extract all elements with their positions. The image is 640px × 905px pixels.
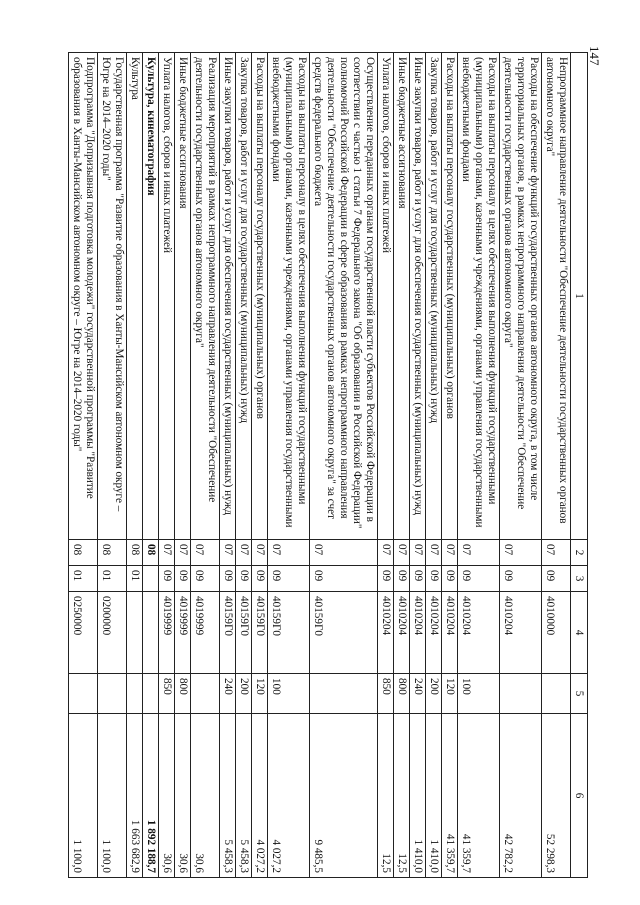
rotated-table-wrapper	[71, 52, 588, 877]
row-expense-type	[500, 674, 542, 714]
row-subsection: 01	[98, 566, 127, 592]
row-expense-type	[143, 674, 159, 714]
row-target-code: 4010204	[378, 592, 394, 674]
row-amount: 4 027,2	[252, 714, 268, 878]
row-amount: 1 100,0	[98, 714, 127, 878]
row-subsection: 01	[127, 566, 143, 592]
row-amount: 1 410,0	[426, 714, 442, 878]
row-name: Подпрограмма "Допризывная подготовка молодежи" государственной программы "Развитие образования в Ханты-Мансийском автономном округе – Югре на 2014–2020 годы"	[69, 53, 98, 540]
table-row	[191, 53, 220, 878]
row-name: Культура	[127, 53, 143, 540]
table-row	[220, 53, 236, 878]
row-amount: 30,6	[159, 714, 175, 878]
table-row	[175, 53, 191, 878]
row-amount: 5 458,3	[236, 714, 252, 878]
header-expense-type: 5	[571, 674, 588, 714]
table-row	[159, 53, 175, 878]
row-expense-type: 120	[442, 674, 458, 714]
row-name: Уплата налогов, сборов и иных платежей	[378, 53, 394, 540]
row-subsection: 09	[310, 566, 378, 592]
row-target-code: 40159Г0	[252, 592, 268, 674]
row-name: Иные бюджетные ассигнования	[394, 53, 410, 540]
row-target-code: 40159Г0	[310, 592, 378, 674]
row-section: 07	[500, 540, 542, 566]
row-target-code: 4010204	[426, 592, 442, 674]
row-amount: 30,6	[191, 714, 220, 878]
row-section: 07	[458, 540, 500, 566]
row-section: 07	[268, 540, 310, 566]
row-section: 08	[143, 540, 159, 566]
page-number: 147	[587, 46, 602, 66]
row-amount: 1 410,0	[410, 714, 426, 878]
row-name: Уплата налогов, сборов и иных платежей	[159, 53, 175, 540]
row-name: Государственная программа "Развитие образования в Ханты-Мансийском автономном округе – Югре на 2014–2020 годы"	[98, 53, 127, 540]
row-section: 07	[410, 540, 426, 566]
header-amount: 6	[571, 714, 588, 878]
row-subsection: 09	[175, 566, 191, 592]
row-amount: 41 359,7	[458, 714, 500, 878]
row-expense-type: 850	[159, 674, 175, 714]
row-amount: 52 298,3	[542, 714, 571, 878]
row-subsection	[143, 566, 159, 592]
row-expense-type	[127, 674, 143, 714]
header-subsection: 3	[571, 566, 588, 592]
row-subsection: 09	[426, 566, 442, 592]
table-row	[69, 53, 98, 878]
row-expense-type	[191, 674, 220, 714]
row-expense-type	[98, 674, 127, 714]
row-expense-type: 120	[252, 674, 268, 714]
row-target-code: 4010204	[410, 592, 426, 674]
row-expense-type: 200	[236, 674, 252, 714]
row-subsection: 09	[378, 566, 394, 592]
table-row	[458, 53, 500, 878]
table-row	[442, 53, 458, 878]
row-target-code: 0200000	[98, 592, 127, 674]
row-section: 07	[159, 540, 175, 566]
row-section: 08	[69, 540, 98, 566]
row-amount: 12,5	[378, 714, 394, 878]
table-row	[143, 53, 159, 878]
row-name: Культура, кинематография	[143, 53, 159, 540]
row-target-code: 4010204	[500, 592, 542, 674]
row-expense-type	[542, 674, 571, 714]
row-section: 07	[442, 540, 458, 566]
row-amount: 9 485,5	[310, 714, 378, 878]
row-target-code: 4019999	[159, 592, 175, 674]
row-name: Иные бюджетные ассигнования	[175, 53, 191, 540]
row-target-code: 4019999	[175, 592, 191, 674]
row-amount: 42 782,2	[500, 714, 542, 878]
row-name: Расходы на обеспечение функций государственных органов автономного округа, в том числе территориальных органов, в рамках непрограммного направления деятельности "Обеспечение деятельности государственных органов автономного округа"	[500, 53, 542, 540]
row-target-code: 4010000	[542, 592, 571, 674]
table-body	[69, 53, 571, 878]
header-target-code: 4	[571, 592, 588, 674]
row-subsection: 09	[410, 566, 426, 592]
table-row	[410, 53, 426, 878]
row-name: Осуществление переданных органам государственной власти субъектов Российской Федерации в соответствии с частью 1 статьи 7 Федерального закона "Об образовании в Российской Федерации" полномочий Российской Федерации в сфере образования в рамках непрограммного направления деятельности "Обеспечение деятельности государственных органов автономного округа" за счет средств федерального бюджета	[310, 53, 378, 540]
row-target-code: 40159Г0	[268, 592, 310, 674]
row-subsection: 09	[442, 566, 458, 592]
row-section: 07	[220, 540, 236, 566]
row-subsection: 09	[236, 566, 252, 592]
table-row	[268, 53, 310, 878]
row-subsection: 01	[69, 566, 98, 592]
row-section: 07	[236, 540, 252, 566]
row-subsection: 09	[268, 566, 310, 592]
row-name: Непрограммное направление деятельности "Обеспечение деятельности государственных органов автономного округа"	[542, 53, 571, 540]
row-amount: 4 027,2	[268, 714, 310, 878]
table-row	[310, 53, 378, 878]
row-expense-type: 800	[175, 674, 191, 714]
row-section: 08	[98, 540, 127, 566]
table-row	[98, 53, 127, 878]
row-subsection: 09	[220, 566, 236, 592]
table-row	[127, 53, 143, 878]
row-amount: 1 663 682,9	[127, 714, 143, 878]
row-amount: 12,5	[394, 714, 410, 878]
row-name: Расходы на выплаты персоналу государственных (муниципальных) органов	[252, 53, 268, 540]
row-target-code: 4019999	[191, 592, 220, 674]
row-target-code	[127, 592, 143, 674]
table-row	[426, 53, 442, 878]
row-subsection: 09	[458, 566, 500, 592]
row-section: 07	[191, 540, 220, 566]
table-row	[252, 53, 268, 878]
row-target-code: 0250000	[69, 592, 98, 674]
row-target-code: 4010204	[394, 592, 410, 674]
row-expense-type: 240	[410, 674, 426, 714]
row-name: Закупка товаров, работ и услуг для государственных (муниципальных) нужд	[426, 53, 442, 540]
header-name: 1	[571, 53, 588, 540]
row-name: Закупка товаров, работ и услуг для государственных (муниципальных) нужд	[236, 53, 252, 540]
table-row	[378, 53, 394, 878]
row-expense-type	[69, 674, 98, 714]
row-name: Реализация мероприятий в рамках непрограммного направления деятельности "Обеспечение деятельности государственных органов автономного округа"	[191, 53, 220, 540]
table-row	[542, 53, 571, 878]
row-amount: 5 458,3	[220, 714, 236, 878]
row-target-code: 4010204	[458, 592, 500, 674]
row-expense-type	[310, 674, 378, 714]
header-section: 2	[571, 540, 588, 566]
row-section: 07	[378, 540, 394, 566]
row-target-code: 4010204	[442, 592, 458, 674]
row-amount: 1 892 188,7	[143, 714, 159, 878]
row-expense-type: 850	[378, 674, 394, 714]
row-expense-type: 100	[268, 674, 310, 714]
row-subsection: 09	[542, 566, 571, 592]
row-section: 07	[394, 540, 410, 566]
table-row	[394, 53, 410, 878]
row-name: Расходы на выплаты персоналу в целях обеспечения выполнения функций государственными (муниципальными) органами, казенными учреждениями, органами управления государственными внебюджетными фондами	[458, 53, 500, 540]
row-subsection: 09	[191, 566, 220, 592]
row-section: 07	[426, 540, 442, 566]
row-section: 07	[175, 540, 191, 566]
table-row	[500, 53, 542, 878]
table-header-row	[571, 53, 588, 878]
row-expense-type: 240	[220, 674, 236, 714]
row-section: 07	[252, 540, 268, 566]
row-name: Иные закупки товаров, работ и услуг для обеспечения государственных (муниципальных) нужд	[410, 53, 426, 540]
row-name: Расходы на выплаты персоналу государственных (муниципальных) органов	[442, 53, 458, 540]
row-subsection: 09	[252, 566, 268, 592]
row-expense-type: 200	[426, 674, 442, 714]
row-subsection: 09	[159, 566, 175, 592]
row-subsection: 09	[394, 566, 410, 592]
row-name: Расходы на выплаты персоналу в целях обеспечения выполнения функций государственными (муниципальными) органами, казенными учреждениями, органами управления государственными внебюджетными фондами	[268, 53, 310, 540]
row-section: 07	[310, 540, 378, 566]
budget-table	[68, 52, 588, 878]
table-row	[236, 53, 252, 878]
row-target-code: 40159Г0	[220, 592, 236, 674]
row-section: 07	[542, 540, 571, 566]
row-name: Иные закупки товаров, работ и услуг для обеспечения государственных (муниципальных) нужд	[220, 53, 236, 540]
row-section: 08	[127, 540, 143, 566]
row-target-code: 40159Г0	[236, 592, 252, 674]
row-expense-type: 100	[458, 674, 500, 714]
row-amount: 1 100,0	[69, 714, 98, 878]
row-expense-type: 800	[394, 674, 410, 714]
row-amount: 41 359,7	[442, 714, 458, 878]
row-target-code	[143, 592, 159, 674]
row-subsection: 09	[500, 566, 542, 592]
row-amount: 30,6	[175, 714, 191, 878]
